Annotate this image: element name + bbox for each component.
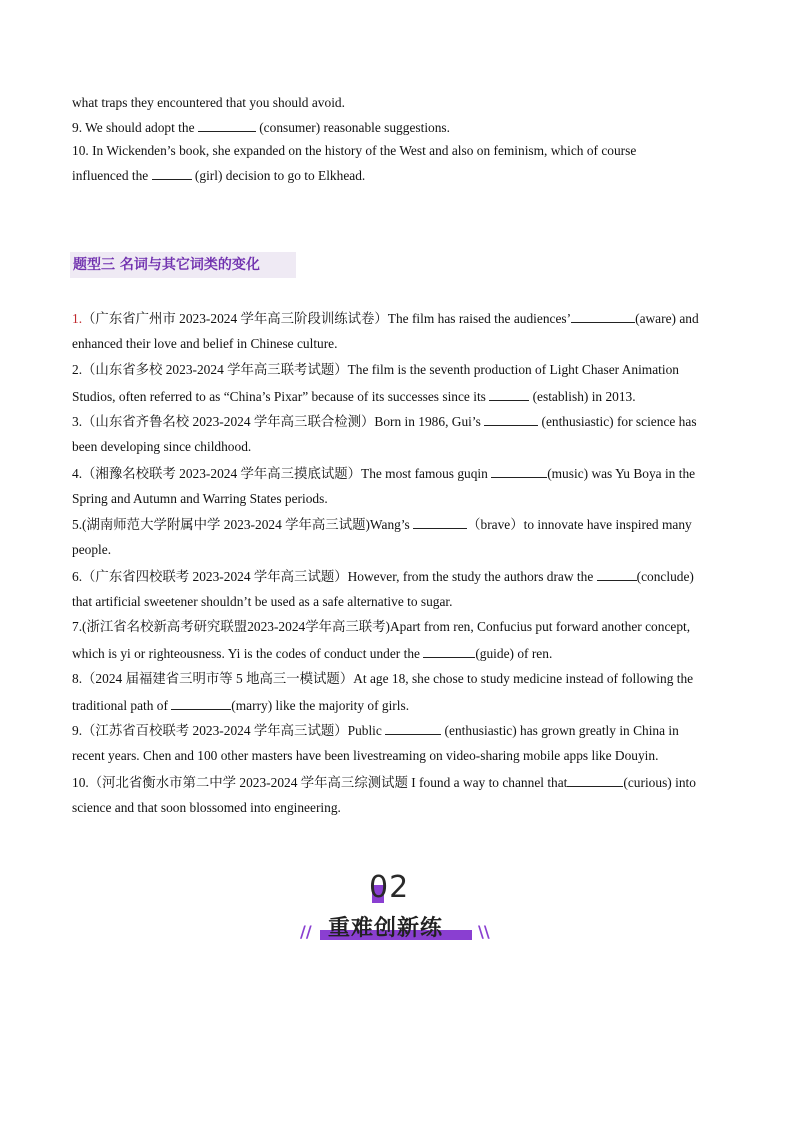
- question-5-line2: people.: [72, 542, 112, 557]
- question-3-line2: been developing since childhood.: [72, 439, 252, 454]
- question-10: 10.（河北省衡水市第二中学 2023-2024 学年高三综测试题 I found a way to channel that (curious) into: [72, 775, 696, 790]
- question-number: 1.: [72, 311, 83, 326]
- question-1-line2: enhanced their love and belief in Chinese culture.: [72, 336, 338, 351]
- answer-blank[interactable]: [491, 464, 547, 478]
- answer-blank[interactable]: [413, 515, 467, 529]
- question-number: 6.: [72, 569, 83, 584]
- answer-blank[interactable]: [423, 644, 475, 658]
- question-number: 2.: [72, 362, 83, 377]
- question-number: 5.: [72, 517, 83, 532]
- answer-blank[interactable]: [597, 567, 637, 581]
- question-10-line2: science and that soon blossomed into engineering.: [72, 800, 341, 815]
- question-2: 2.（山东省多校 2023-2024 学年高三联考试题）The film is the seventh production of Light Chaser Animation: [72, 362, 679, 377]
- question-number: 8.: [72, 671, 83, 686]
- question-6: 6.（广东省四校联考 2023-2024 学年高三试题）However, from the study the authors draw the (conclude): [72, 569, 694, 584]
- question-6-line2: that artificial sweetener shouldn’t be used as a safe alternative to sugar.: [72, 594, 453, 609]
- question-number: 4.: [72, 466, 83, 481]
- answer-blank[interactable]: [567, 773, 623, 787]
- answer-blank[interactable]: [198, 118, 256, 132]
- question-4: 4.（湘豫名校联考 2023-2024 学年高三摸底试题）The most famous guqin (music) was Yu Boya in the: [72, 466, 696, 481]
- question-8: 8.（2024 届福建省三明市等 5 地高三一模试题）At age 18, she chose to study medicine instead of following the: [72, 671, 694, 686]
- section-title: 题型三 名词与其它词类的变化: [70, 252, 296, 278]
- question-10: 10. In Wickenden’s book, she expanded on the history of the West and also on feminism, which of course: [72, 143, 637, 158]
- answer-blank[interactable]: [152, 166, 192, 180]
- question-8-line2: traditional path of (marry) like the majority of girls.: [72, 698, 410, 713]
- question-9: 9.（江苏省百校联考 2023-2024 学年高三试题）Public (enthusiastic) has grown greatly in China in: [72, 723, 679, 738]
- slash-left-icon: //: [300, 922, 312, 941]
- question-2-line2: Studios, often referred to as “China’s Pixar” because of its successes since its (establish) in 2013.: [72, 389, 636, 404]
- answer-blank[interactable]: [484, 412, 538, 426]
- question-4-line2: Spring and Autumn and Warring States periods.: [72, 491, 328, 506]
- question-number: 9.: [72, 723, 83, 738]
- question-7: 7.(浙江省名校新高考研究联盟2023-2024学年高三联考)Apart from ren, Confucius put forward another concept,: [72, 619, 691, 634]
- question-3: 3.（山东省齐鲁名校 2023-2024 学年高三联合检测）Born in 1986, Gui’s (enthusiastic) for science has: [72, 414, 697, 429]
- question-number: 3.: [72, 414, 83, 429]
- banner-title: 重难创新练: [328, 916, 444, 941]
- answer-blank[interactable]: [571, 309, 635, 323]
- question-number: 10.: [72, 143, 89, 158]
- section-number-badge: 02: [369, 870, 410, 905]
- question-number: 7.: [72, 619, 83, 634]
- banner: [300, 912, 494, 946]
- question-9-line2: recent years. Chen and 100 other masters have been livestreaming on video-sharing mobile apps like Douyin.: [72, 748, 659, 763]
- answer-blank[interactable]: [489, 387, 529, 401]
- slash-right-icon: \\: [478, 922, 490, 941]
- question-5: 5.(湖南师范大学附属中学 2023-2024 学年高三试题)Wang’s （brave）to innovate have inspired many: [72, 517, 692, 532]
- question-10-line2: influenced the (girl) decision to go to Elkhead.: [72, 168, 366, 183]
- answer-blank[interactable]: [385, 721, 441, 735]
- question-9: 9. We should adopt the (consumer) reasonable suggestions.: [72, 120, 450, 135]
- answer-blank[interactable]: [171, 696, 231, 710]
- question-number: 9.: [72, 120, 83, 135]
- question-7-line2: which is yi or righteousness. Yi is the codes of conduct under the (guide) of ren.: [72, 646, 553, 661]
- question-1: 1.（广东省广州市 2023-2024 学年高三阶段训练试卷）The film has raised the audiences’ (aware) and: [72, 311, 699, 326]
- item-text: what traps they encountered that you should avoid.: [72, 95, 345, 110]
- question-number: 10.: [72, 775, 89, 790]
